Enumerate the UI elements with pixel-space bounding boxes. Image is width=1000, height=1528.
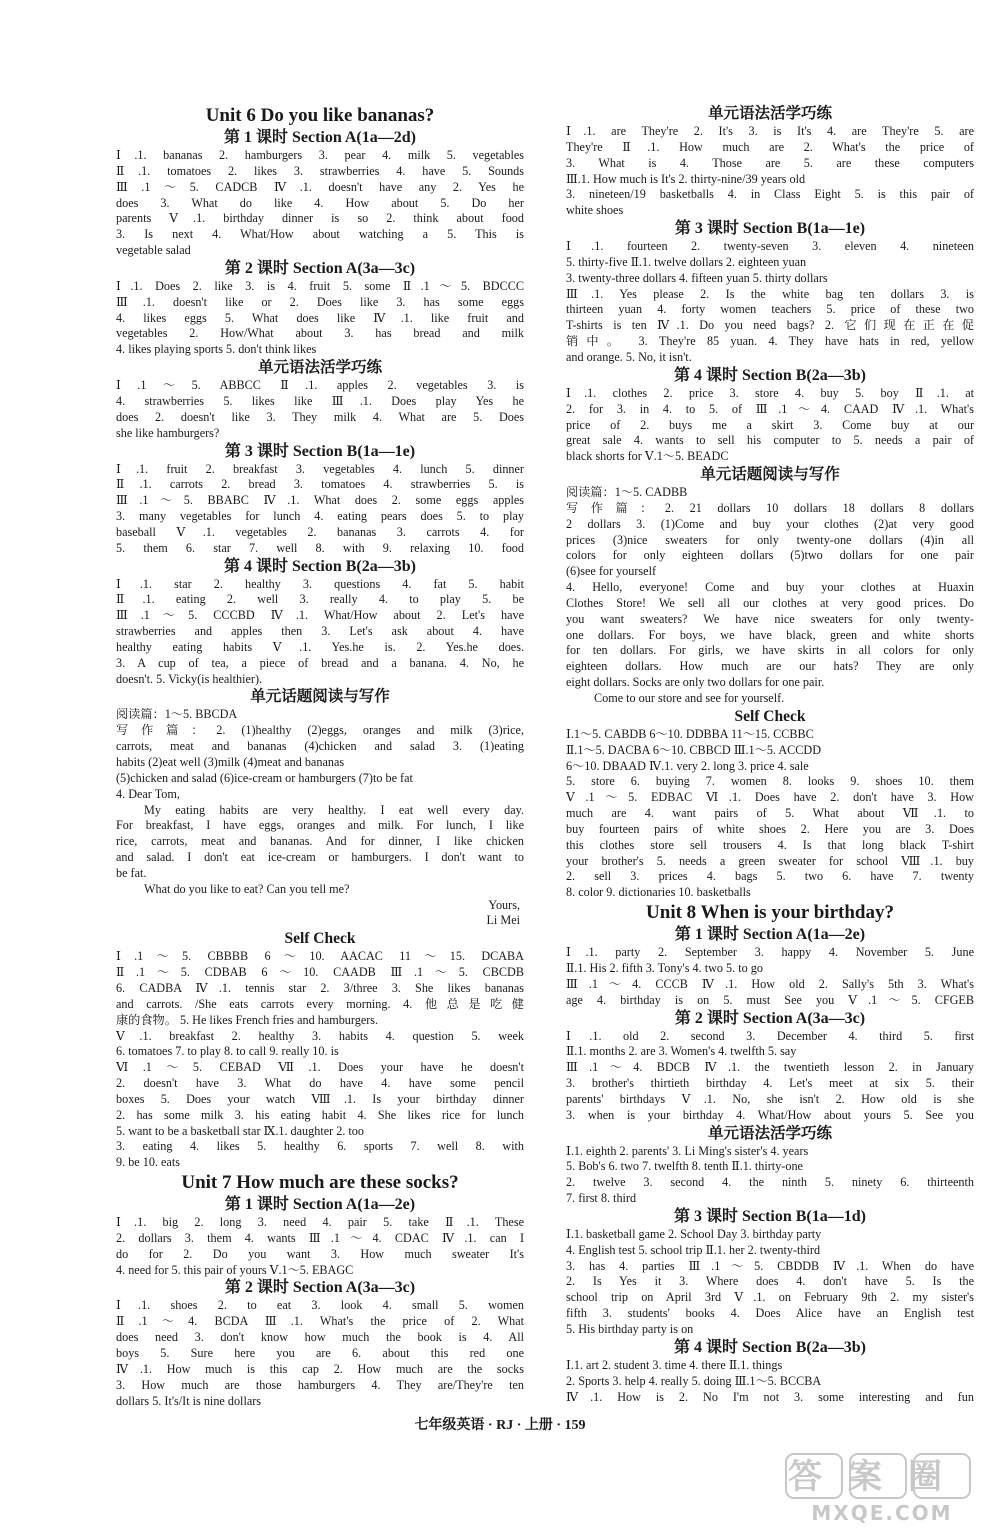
answer-line: one dollars. For boys, we have black, green and white shorts [566, 627, 974, 642]
watermark-url: MXQE.COM [811, 1501, 953, 1524]
answer-line: do for 2. Do you want 3. How much sweater It's [116, 1246, 524, 1261]
answer-line: 3. How much are those hamburgers 4. They are/They're ten [116, 1377, 524, 1392]
answer-line: and carrots. /She eats carrots every morning. 4. 他总是吃健 [116, 996, 524, 1011]
answer-line: 2. doesn't have 3. What do have 4. have some pencil [116, 1076, 524, 1091]
answer-line: be fat. [116, 865, 147, 880]
answer-line: 3. Is next 4. What/How about watching a 5. This is [116, 227, 524, 242]
answer-line: Ⅴ.1～5. EDBAC Ⅵ.1. Does have 2. don't have 3. How [566, 790, 974, 805]
answer-line: Ⅰ.1. shoes 2. to eat 3. look 4. small 5. women [116, 1298, 524, 1313]
lesson-heading: 第 2 课时 Section A(3a—3c) [224, 1279, 416, 1297]
answer-line: Ⅰ.1. eighth 2. parents' 3. Li Ming's sister's 4. years [566, 1143, 809, 1158]
watermark-title: 答案圈 [788, 1457, 968, 1497]
answer-line: age 4. birthday is on 5. must See you Ⅴ.1～5. CFGEB [566, 992, 974, 1007]
answer-line: 5. them 6. star 7. well 8. with 9. relaxing 10. food [116, 540, 524, 555]
lesson-heading: 第 4 课时 Section B(2a—3b) [223, 557, 416, 575]
answer-line: 6. CADBA Ⅳ.1. tennis star 2. 3/three 3. She likes bananas [116, 980, 524, 995]
answer-line: Clothes Store! We sell all our clothes at very good prices. Do [566, 595, 974, 610]
answer-line: black shorts for Ⅴ.1～5. BEADC [566, 449, 729, 464]
answer-line: Ⅵ.1～5. CEBAD Ⅶ.1. Does your have he doesn't [116, 1060, 524, 1075]
answer-line: healthy eating habits Ⅴ.1. Yes.he is. 2. Yes.he does. [116, 639, 524, 654]
answer-line: Ⅰ.1. are They're 2. It's 3. is It's 4. are They're 5. are [566, 124, 974, 138]
section-heading: Self Check [734, 707, 806, 725]
right-column [566, 104, 974, 1405]
answer-line: Ⅰ.1. old 2. second 3. December 4. third 5. first [566, 1028, 974, 1043]
section-heading: 单元语法活学巧练 [707, 1124, 832, 1142]
answer-line: 康的食物。 5. He likes French fries and hamburgers. [116, 1012, 379, 1027]
answer-line: and salad. I don't eat ice-cream or hamburgers. I don't want to [116, 850, 524, 865]
answer-line: 6. tomatoes 7. to play 8. to call 9. really 10. is [116, 1044, 339, 1059]
answer-line: does 3. What do like 4. How about 5. Do her [116, 195, 524, 210]
answer-line: Ⅲ.1～4. CCCB Ⅳ.1. How old 2. Sally's 5th 3. What's [566, 976, 974, 991]
lesson-heading: 第 4 课时 Section B(2a—3b) [673, 366, 866, 384]
answer-line: 3. brother's thirtieth birthday 4. Let's meet at six 5. their [566, 1076, 974, 1091]
answer-line: 写作篇：2. (1)healthy (2)eggs, oranges and milk (3)rice, [116, 723, 524, 738]
answer-line: 2. Is Yes it 3. Where does 4. don't have 5. Is the [566, 1274, 974, 1289]
answer-line: T-shirts is ten Ⅳ.1. Do you need bags? 2. 它们现在正在促 [566, 318, 974, 333]
lesson-heading: 第 3 课时 Section B(1a—1e) [224, 442, 416, 460]
answer-line: 9. be 10. eats [116, 1155, 180, 1170]
answer-line: Ⅰ.1～5. CBBBB 6～10. AACAC 11～15. DCABA [116, 949, 524, 964]
answer-line: Ⅱ.1. tomatoes 2. likes 3. strawberries 4. have 5. Sounds [116, 163, 524, 178]
lesson-heading: 第 3 课时 Section B(1a—1d) [673, 1207, 866, 1225]
unit-title: Unit 7 How much are these socks? [181, 1172, 459, 1194]
left-column [116, 104, 524, 1409]
answer-line: 2. has some milk 3. his eating habit 4. She likes rice for lunch [116, 1107, 524, 1122]
answer-line: What do you like to eat? Can you tell me? [144, 881, 350, 896]
answer-line: Ⅲ.1. doesn't like or 2. Does like 3. has some eggs [116, 294, 524, 309]
answer-line: They're Ⅱ.1. How much are 2. What's the price of [566, 139, 974, 154]
answer-line: Ⅰ.1. art 2. student 3. time 4. there Ⅱ.1. things [566, 1357, 783, 1372]
answer-line: 2 dollars 3. (1)Come and buy your clothes (2)at very good [566, 516, 974, 531]
answer-line: Yours, [488, 897, 520, 912]
answer-line: 6～10. DBAAD Ⅳ.1. very 2. long 3. price 4. sale [566, 758, 809, 773]
answer-line: 写作篇：2. 21 dollars 10 dollars 18 dollars 8 dollars [566, 500, 974, 515]
answer-line: Ⅰ.1. Does 2. like 3. is 4. fruit 5. some Ⅱ.1～5. BDCCC [116, 278, 524, 293]
answer-line: 5. His birthday party is on [566, 1322, 694, 1336]
section-heading: Self Check [284, 930, 356, 948]
answer-line: fifth 3. students' books 4. Does Alice have an English test [566, 1306, 974, 1321]
answer-line: your brother's 5. needs a green sweater for school Ⅷ.1. buy [566, 853, 974, 868]
answer-line: and orange. 5. No, it isn't. [566, 349, 692, 364]
answer-line: 3. has 4. parties Ⅲ.1～5. CBDDB Ⅳ.1. When do have [566, 1258, 974, 1273]
answer-line: boys 5. Sure here you are 6. about this red one [116, 1346, 524, 1360]
answer-line: parents' birthdays Ⅴ.1. No, she isn't 2. How old is she [566, 1091, 974, 1106]
answer-line: Ⅱ.1. carrots 2. bread 3. tomatoes 4. strawberries 5. is [116, 477, 524, 492]
answer-line: 8. color 9. dictionaries 10. basketballs [566, 885, 751, 900]
answer-line: vegetable salad [116, 243, 191, 258]
unit-title: Unit 6 Do you like bananas? [205, 105, 435, 126]
answer-line: vegetables 2. How/What about 3. has bread and milk [116, 326, 524, 341]
answer-line: Li Mei [486, 913, 520, 928]
lesson-heading: 第 4 课时 Section B(2a—3b) [673, 1338, 866, 1356]
answer-line: Ⅰ.1. fourteen 2. twenty-seven 3. eleven 4. nineteen [566, 239, 974, 254]
answer-line: 4. Hello, everyone! Come and buy your clothes at Huaxin [566, 580, 974, 595]
answer-line: Ⅰ.1. clothes 2. price 3. store 4. buy 5. boy Ⅱ.1. at [566, 385, 974, 400]
answer-line: Ⅱ.1～5. DACBA 6～10. CBBCD Ⅲ.1～5. ACCDD [566, 742, 822, 757]
answer-line: price of 2. buys me a skirt 3. Come buy at our [566, 417, 974, 432]
answer-line: for ten dollars. For girls, we have skirts in all colors for only [566, 643, 974, 658]
answer-line: 4. likes playing sports 5. don't think likes [116, 342, 317, 357]
answer-line: Ⅰ.1. fruit 2. breakfast 3. vegetables 4. lunch 5. dinner [116, 461, 524, 476]
answer-line: Ⅲ.1～5. CCCBD Ⅳ.1. What/How about 2. Let's have [116, 608, 524, 623]
answer-line: Come to our store and see for yourself. [594, 691, 785, 705]
answer-line: Ⅰ.1. basketball game 2. School Day 3. birthday party [566, 1226, 822, 1241]
answer-line: 5. store 6. buying 7. women 8. looks 9. shoes 10. them [566, 774, 974, 789]
lesson-heading: 第 1 课时 Section A(1a—2e) [674, 926, 866, 944]
answer-line: 4. likes eggs 5. What does like Ⅳ.1. like fruit and [116, 310, 524, 325]
answer-line: Ⅲ.1～5. BBABC Ⅳ.1. What does 2. some eggs apples [116, 493, 524, 508]
answer-line: Ⅳ.1. How much is this cap 2. How much are the socks [116, 1361, 524, 1376]
answer-line: Ⅲ.1. How much is It's 2. thirty-nine/39 years old [566, 171, 806, 186]
answer-line: 2. dollars 3. them 4. wants Ⅲ.1～4. CDAC Ⅳ.1. can I [116, 1230, 524, 1245]
answer-line: this clothes store sell trousers 4. Is that long black T-shirt [566, 837, 974, 852]
lesson-heading: 第 3 课时 Section B(1a—1e) [674, 220, 866, 238]
answer-line: buy fourteen pairs of white shoes 2. Here you are 3. Does [566, 821, 974, 836]
answer-line: much are 4. want pairs of 5. What about Ⅶ.1. to [566, 806, 974, 821]
answer-line: you want sweaters? We have nice sweaters for only twenty- [566, 611, 974, 626]
answer-line: eighteen dollars. How much are our hats? They are only [566, 659, 974, 674]
answer-line: 4. need for 5. this pair of yours Ⅴ.1～5. EBAGC [116, 1262, 354, 1277]
answer-line: 3. twenty-three dollars 4. fifteen yuan 5. thirty dollars [566, 270, 828, 285]
section-heading: 单元语法活学巧练 [707, 105, 832, 122]
answer-line: thirteen yuan 4. forty women teachers 5. price of these two [566, 302, 974, 317]
answer-line: prices (3)nice sweaters for only twenty-one dollars (4)in all [566, 532, 974, 547]
answer-line: Ⅲ.1～5. CADCB Ⅳ.1. doesn't have any 2. Yes he [116, 179, 524, 194]
answer-line: 4. Dear Tom, [116, 786, 180, 801]
answer-line: 7. first 8. third [566, 1191, 637, 1206]
answer-line: does 2. doesn't like 3. They milk 4. What are 5. Does [116, 409, 524, 424]
answer-line: 3. eating 4. likes 5. healthy 6. sports 7. well 8. with [116, 1139, 524, 1154]
answer-line: 4. English test 5. school trip Ⅱ.1. her 2. twenty-third [566, 1242, 821, 1257]
answer-line: 3. when is your birthday 4. What/How about yours 5. See you [566, 1107, 974, 1122]
answer-line: 2. sell 3. prices 4. bags 5. two 6. have 7. twenty [566, 869, 974, 884]
answer-line: 阅读篇：1～5. BBCDA [116, 707, 238, 722]
answer-line: Ⅰ.1. star 2. healthy 3. questions 4. fat 5. habit [116, 576, 524, 591]
answer-line: Ⅱ.1. months 2. are 3. Women's 4. twelfth 5. say [566, 1044, 797, 1059]
answer-line: great sale 4. wants to sell his computer to 5. needs a pair of [566, 433, 974, 448]
answer-line: school trip on April 3rd Ⅴ.1. on February 9th 2. my sister's [566, 1290, 974, 1305]
answer-line: 2. for 3. in 4. to 5. of Ⅲ.1～4. CAAD Ⅳ.1. What's [566, 401, 974, 416]
answer-line: carrots, meat and bananas (4)chicken and salad 3. (1)eating [116, 739, 524, 754]
answer-line: Ⅴ.1. breakfast 2. healthy 3. habits 4. question 5. week [116, 1028, 524, 1043]
answer-line: colors for only eighteen dollars (5)two dollars for one pair [566, 548, 974, 563]
answer-line: 3. A cup of tea, a piece of bread and a banana. 4. No, he [116, 655, 524, 670]
answer-line: parents Ⅴ.1. birthday dinner is so 2. think about food [116, 211, 524, 226]
answer-line: 2. twelve 3. second 4. the ninth 5. ninety 6. thirteenth [566, 1175, 974, 1190]
answer-line: Ⅱ.1. His 2. fifth 3. Tony's 4. two 5. to go [566, 960, 763, 975]
page-footer: 七年级英语 · RJ · 上册 · 159 [414, 1418, 586, 1433]
unit-title: Unit 8 When is your birthday? [646, 902, 894, 924]
answer-line: Ⅲ.1. Yes please 2. Is the white bag ten dollars 3. is [566, 286, 974, 301]
answer-line: Ⅲ.1～4. BDCB Ⅳ.1. the twentieth lesson 2. in January [566, 1060, 974, 1075]
answer-line: (6)see for yourself [566, 564, 657, 579]
answer-line: Ⅱ.1. eating 2. well 3. really 4. to play 5. be [116, 592, 524, 607]
answer-line: Ⅰ.1. bananas 2. hamburgers 3. pear 4. milk 5. vegetables [116, 148, 524, 162]
answer-line: boxes 5. Does your watch Ⅷ.1. Is your birthday dinner [116, 1091, 524, 1106]
answer-line: Ⅳ.1. How is 2. No I'm not 3. some interesting and fun [566, 1389, 974, 1404]
section-heading: 单元语法活学巧练 [257, 359, 382, 377]
section-heading: 单元话题阅读与写作 [700, 466, 840, 484]
answer-line: dollars 5. It's/It is nine dollars [116, 1393, 262, 1408]
answer-line: 2. Sports 3. help 4. really 5. doing Ⅲ.1～5. BCCBA [566, 1373, 822, 1388]
answer-line: Ⅱ.1～5. CDBAB 6～10. CAADB Ⅲ.1～5. CBCDB [116, 965, 524, 980]
answer-line: 5. Bob's 6. two 7. twelfth 8. tenth Ⅱ.1. thirty-one [566, 1159, 803, 1174]
answer-line: she like hamburgers? [116, 425, 220, 440]
answer-line: baseball Ⅴ.1. vegetables 2. bananas 3. carrots 4. for [116, 524, 524, 539]
section-heading: 单元话题阅读与写作 [250, 688, 390, 706]
answer-line: 5. thirty-five Ⅱ.1. twelve dollars 2. eighteen yuan [566, 254, 807, 269]
answer-line: 阅读篇：1～5. CADBB [566, 485, 688, 500]
answer-line: Ⅰ.1～5. ABBCC Ⅱ.1. apples 2. vegetables 3. is [116, 378, 524, 393]
answer-line: doesn't. 5. Vicky(is healthier). [116, 671, 263, 686]
answer-line: 4. strawberries 5. likes like Ⅲ.1. Does play Yes he [116, 393, 524, 408]
answer-line: Ⅱ.1～4. BCDA Ⅲ.1. What's the price of 2. What [116, 1314, 524, 1329]
lesson-heading: 第 1 课时 Section A(1a—2e) [224, 1196, 416, 1214]
answer-line: does need 3. don't know how much the book is 4. All [116, 1330, 524, 1345]
answer-line: 销中。 3. They're 85 yuan. 4. They have hats in red, yellow [566, 334, 974, 349]
answer-line: eight dollars. Socks are only two dollars for one pair. [566, 675, 825, 690]
answer-line: Ⅰ.1. party 2. September 3. happy 4. November 5. June [566, 945, 974, 960]
lesson-heading: 第 2 课时 Section A(3a—3c) [224, 259, 416, 277]
answer-line: 3. nineteen/19 basketballs 4. in Class Eight 5. is this pair of [566, 187, 974, 202]
answer-line: 3. many vegetables for lunch 4. eating pears does 5. to play [116, 509, 524, 524]
lesson-heading: 第 2 课时 Section A(3a—3c) [674, 1009, 866, 1027]
lesson-heading: 第 1 课时 Section A(1a—2d) [223, 129, 416, 146]
answer-line: My eating habits are very healthy. I eat well every day. [144, 802, 524, 817]
answer-line: 3. What is 4. Those are 5. are these computers [566, 155, 974, 170]
answer-line: white shoes [566, 203, 624, 218]
answer-line: Ⅰ.1～5. CABDB 6～10. DDBBA 11～15. CCBBC [566, 726, 814, 741]
watermark-logo [782, 1452, 982, 1524]
answer-line: strawberries and apples then 3. Let's ask about 4. have [116, 624, 524, 639]
answer-line: Ⅰ.1. big 2. long 3. need 4. pair 5. take Ⅱ.1. These [116, 1215, 524, 1230]
answer-line: habits (2)eat well (3)milk (4)meat and bananas [116, 755, 345, 769]
answer-line: 5. want to be a basketball star Ⅸ.1. daughter 2. too [116, 1123, 364, 1138]
answer-line: rice, carrots, meat and bananas. And for dinner, I like chicken [116, 834, 524, 849]
answer-line: For breakfast, I have eggs, oranges and milk. For lunch, I like [116, 818, 524, 833]
answer-line: (5)chicken and salad (6)ice-cream or hamburgers (7)to be fat [116, 770, 413, 785]
